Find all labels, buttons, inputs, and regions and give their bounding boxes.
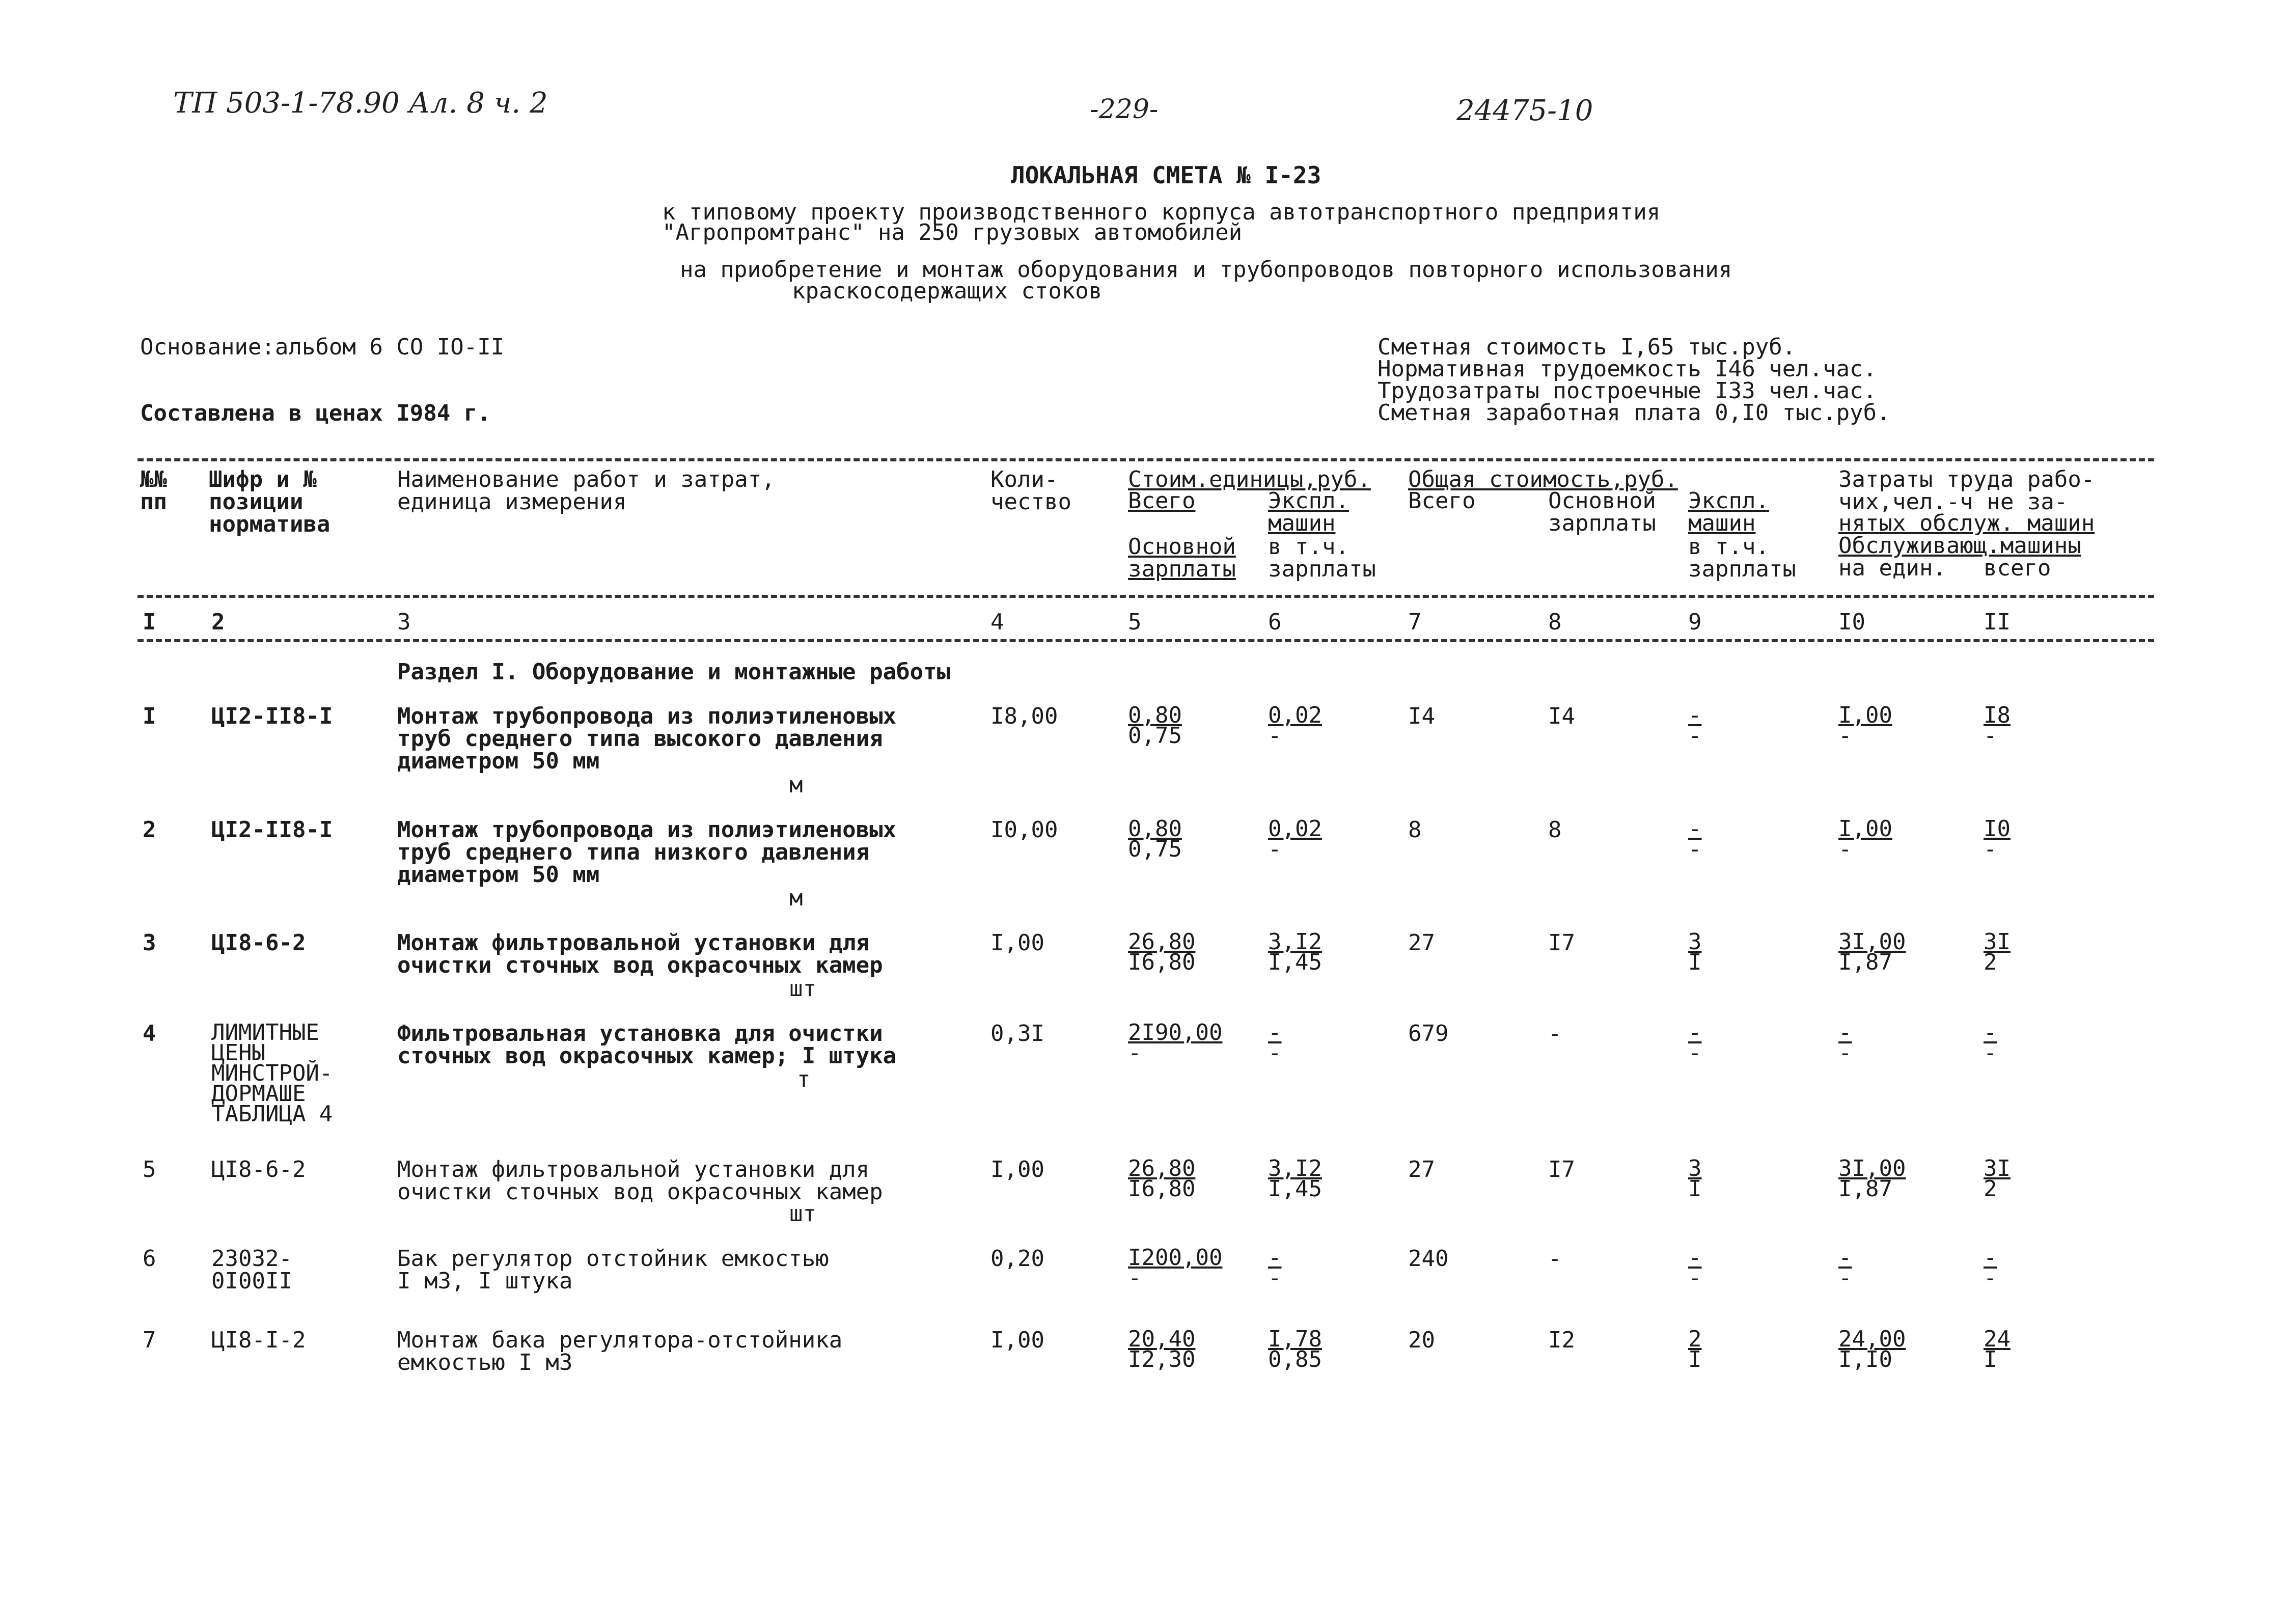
unit-machine-wages: 0,85 (1268, 1346, 1322, 1372)
unit-wages: I6,80 (1128, 949, 1196, 975)
row-name: Монтаж трубопровода из полиэтиленовых труб среднего типа высокого давления диаметром 50 мм (397, 703, 897, 774)
labor-per-unit: I,00 (1838, 702, 1892, 728)
labor-total-serving: - (1984, 723, 1997, 749)
col-heading-total: Всего (1408, 488, 1476, 514)
row-total: 240 (1408, 1246, 1449, 1272)
unit-machine-wages: I,45 (1268, 1176, 1322, 1202)
column-number: 2 (211, 609, 225, 635)
row-unit-cost (1128, 816, 1182, 862)
total-machine-wages: I (1688, 949, 1702, 975)
document-code: ТП 503-1-78.90 Ал. 8 ч. 2 (173, 87, 548, 120)
estimated-cost: Сметная стоимость I,65 тыс.руб. (1378, 334, 1796, 360)
col-heading-per-unit: на един. (1838, 555, 1946, 581)
labor-per-unit: 3I,00 (1838, 929, 1906, 955)
column-number: 5 (1128, 609, 1142, 635)
row-unit-machines (1268, 816, 1322, 862)
row-total-wages: 8 (1548, 817, 1562, 843)
row-unit: м (789, 772, 803, 798)
row-unit-cost (1128, 1245, 1223, 1291)
row-number: 3 (143, 930, 156, 956)
row-code: ЛИМИТНЫЕ ЦЕНЫ МИНСТРОЙ- ДОРМАШЕ ТАБЛИЦА 4 (211, 1020, 333, 1127)
labor-total-serving: I (1984, 1346, 1997, 1372)
col-heading-total-cost: Общая стоимость,руб. (1408, 466, 1678, 492)
unit-total: 26,80 (1128, 1155, 1196, 1181)
title-line-3: на приобретение и монтаж оборудования и трубопроводов повторного использования (680, 257, 1732, 283)
labor-total-serving: - (1984, 1265, 1997, 1291)
row-quantity: I8,00 (990, 703, 1058, 729)
row-total-machines (1688, 1155, 1702, 1202)
total-machines: - (1688, 1245, 1702, 1271)
column-number: II (1984, 609, 2011, 635)
row-total-wages: I2 (1548, 1327, 1575, 1353)
col-heading-quantity: Коли- чество (990, 466, 1071, 515)
row-unit: м (789, 885, 803, 911)
col-heading-unit-wages: Основной зарплаты (1128, 534, 1236, 582)
unit-machines: 3,I2 (1268, 929, 1322, 955)
unit-machines: 0,02 (1268, 702, 1322, 728)
col-heading-labor-serving: Обслуживающ.машины (1838, 533, 2081, 559)
unit-wages: - (1128, 1040, 1142, 1066)
col-heading-labor-workers: Затраты труда рабо- чих,чел.-ч не за- (1838, 466, 2095, 515)
table-top-rule (137, 458, 2154, 461)
row-name: Фильтровальная установка для очистки сточных вод окрасочных камер; I штука (397, 1021, 897, 1069)
normative-labor: Нормативная трудоемкость I46 чел.час. (1378, 356, 1877, 382)
row-name: Монтаж фильтровальной установки для очистки сточных вод окрасочных камер (397, 930, 883, 978)
row-labor-per-unit (1838, 1155, 1906, 1202)
labor-total-serving: - (1984, 836, 1997, 862)
col-heading-unit-cost: Стоим.единицы,руб. (1128, 466, 1371, 492)
row-labor-total (1984, 929, 2011, 975)
total-machine-wages: - (1688, 836, 1702, 862)
row-unit: шт (789, 1201, 816, 1227)
row-labor-per-unit (1838, 1245, 1852, 1291)
row-name: Монтаж фильтровальной установки для очистки сточных вод окрасочных камер (397, 1157, 883, 1205)
labor-per-unit: - (1838, 1245, 1852, 1271)
labor-total-serving: 2 (1984, 1176, 1997, 1202)
column-number: 3 (397, 609, 411, 635)
title-line-4: краскосодержащих стоков (792, 278, 1103, 304)
labor-total: I8 (1984, 702, 2011, 728)
section-title: Раздел I. Оборудование и монтажные работы (397, 659, 951, 685)
row-unit-cost (1128, 702, 1182, 749)
row-quantity: I,00 (990, 1157, 1044, 1182)
labor-total: - (1984, 1020, 1997, 1045)
title-line-2: "Агропромтранс" на 250 грузовых автомобилей (662, 219, 1243, 245)
unit-wages: - (1128, 1265, 1142, 1291)
row-total-wages: I7 (1548, 1157, 1575, 1182)
row-total: 27 (1408, 930, 1435, 956)
labor-total: 3I (1984, 1155, 2011, 1181)
row-quantity: 0,20 (990, 1246, 1044, 1272)
row-code: ЦI8-6-2 (211, 930, 306, 956)
unit-machines: - (1268, 1245, 1282, 1271)
unit-machines: I,78 (1268, 1326, 1322, 1352)
row-unit-machines (1268, 702, 1322, 749)
inventory-number: 24475-10 (1456, 94, 1593, 127)
col-heading-all: всего (1984, 555, 2051, 581)
col-heading-total-wages: Основной зарплаты (1548, 488, 1656, 536)
row-labor-per-unit (1838, 1326, 1906, 1372)
prices-text: Составлена в ценах I984 г. (140, 400, 491, 426)
row-unit-machines (1268, 1020, 1282, 1066)
column-number: 8 (1548, 609, 1562, 635)
row-total-machines (1688, 1020, 1702, 1066)
row-number: 2 (143, 817, 156, 843)
unit-total: 26,80 (1128, 929, 1196, 955)
col-heading-unit-machine-wages: в т.ч. зарплаты (1268, 534, 1376, 582)
row-number: 6 (143, 1246, 156, 1272)
row-unit-machines (1268, 1245, 1282, 1291)
unit-total: 20,40 (1128, 1326, 1196, 1352)
row-number: I (143, 703, 156, 729)
labor-total: 3I (1984, 929, 2011, 955)
total-machine-wages: I (1688, 1176, 1702, 1202)
row-unit-machines (1268, 929, 1322, 975)
column-number: 4 (990, 609, 1004, 635)
col-heading-labor-free: нятых обслуж. машин (1838, 510, 2095, 536)
labor-per-unit: 3I,00 (1838, 1155, 1906, 1181)
row-quantity: 0,3I (990, 1021, 1044, 1047)
row-total-machines (1688, 702, 1702, 749)
labor-per-unit-serving: - (1838, 1040, 1852, 1066)
row-total: 20 (1408, 1327, 1435, 1353)
col-heading-total-machine-wages: в т.ч. зарплаты (1688, 534, 1796, 582)
row-labor-per-unit (1838, 702, 1892, 749)
unit-total: 0,80 (1128, 702, 1182, 728)
row-total-wages: I7 (1548, 930, 1575, 956)
column-numbers-rule (137, 639, 2154, 642)
column-number: 7 (1408, 609, 1422, 635)
page-number: -229- (1090, 94, 1159, 125)
labor-per-unit-serving: I,I0 (1838, 1346, 1892, 1372)
total-machine-wages: - (1688, 1040, 1702, 1066)
unit-machine-wages: - (1268, 1265, 1282, 1291)
labor-total: - (1984, 1245, 1997, 1271)
labor-total: 24 (1984, 1326, 2011, 1352)
unit-total: I200,00 (1128, 1245, 1223, 1271)
basis-text: Основание:альбом 6 СО IO-II (140, 334, 505, 360)
row-unit: шт (789, 976, 816, 1002)
row-labor-per-unit (1838, 816, 1892, 862)
labor-per-unit: I,00 (1838, 816, 1892, 842)
row-total-machines (1688, 1245, 1702, 1291)
unit-wages: I6,80 (1128, 1176, 1196, 1202)
header-bottom-rule (137, 595, 2154, 598)
unit-wages: 0,75 (1128, 836, 1182, 862)
labor-per-unit-serving: - (1838, 723, 1852, 749)
labor-total-serving: - (1984, 1040, 1997, 1066)
total-machines: - (1688, 816, 1702, 842)
row-unit-machines (1268, 1155, 1322, 1202)
unit-machine-wages: - (1268, 836, 1282, 862)
column-number: I (143, 609, 156, 635)
row-number: 5 (143, 1157, 156, 1182)
total-machines: 3 (1688, 1155, 1702, 1181)
row-code: ЦI8-6-2 (211, 1157, 306, 1182)
unit-machines: 0,02 (1268, 816, 1322, 842)
col-heading-unit-machines: Экспл. машин (1268, 488, 1349, 536)
col-heading-name: Наименование работ и затрат, единица измерения (397, 466, 775, 515)
row-labor-total (1984, 702, 2011, 749)
unit-machines: 3,I2 (1268, 1155, 1322, 1181)
row-labor-per-unit (1838, 1020, 1852, 1066)
row-unit-cost (1128, 1326, 1196, 1372)
row-labor-per-unit (1838, 929, 1906, 975)
row-labor-total (1984, 1326, 2011, 1372)
total-machines: - (1688, 1020, 1702, 1045)
labor-per-unit-serving: - (1838, 1265, 1852, 1291)
row-quantity: I,00 (990, 930, 1044, 956)
row-code: ЦI8-I-2 (211, 1327, 306, 1353)
page-title: ЛОКАЛЬНАЯ СМЕТА № I-23 (1011, 161, 1322, 189)
row-code: ЦI2-II8-I (211, 703, 333, 729)
row-unit-machines (1268, 1326, 1322, 1372)
row-unit-cost (1128, 1155, 1196, 1202)
unit-machine-wages: - (1268, 1040, 1282, 1066)
total-machines: - (1688, 702, 1702, 728)
row-name: Бак регулятор отстойник емкостью I м3, I штука (397, 1246, 829, 1294)
unit-machine-wages: I,45 (1268, 949, 1322, 975)
labor-per-unit: - (1838, 1020, 1852, 1045)
row-labor-total (1984, 816, 2011, 862)
labor-total-serving: 2 (1984, 949, 1997, 975)
row-unit: т (797, 1066, 811, 1092)
row-code: 23032- 0I00II (211, 1246, 292, 1294)
total-machine-wages: I (1688, 1346, 1702, 1372)
col-heading-number: №№ пп (140, 466, 167, 515)
total-machine-wages: - (1688, 1265, 1702, 1291)
row-total-machines (1688, 1326, 1702, 1372)
row-total-wages: I4 (1548, 703, 1575, 729)
unit-machines: - (1268, 1020, 1282, 1045)
row-total: 27 (1408, 1157, 1435, 1182)
row-labor-total (1984, 1245, 1997, 1291)
total-machine-wages: - (1688, 723, 1702, 749)
col-heading-unit-total: Всего (1128, 488, 1196, 514)
labor-per-unit: 24,00 (1838, 1326, 1906, 1352)
site-labor: Трудозатраты построечные I33 чел.час. (1378, 378, 1877, 404)
row-quantity: I,00 (990, 1327, 1044, 1353)
column-number: 9 (1688, 609, 1702, 635)
unit-total: 0,80 (1128, 816, 1182, 842)
total-machines: 2 (1688, 1326, 1702, 1352)
row-unit-cost (1128, 929, 1196, 975)
labor-total: I0 (1984, 816, 2011, 842)
unit-total: 2I90,00 (1128, 1020, 1223, 1045)
col-heading-total-machines: Экспл. машин (1688, 488, 1769, 536)
row-labor-total (1984, 1155, 2011, 1202)
row-total-machines (1688, 816, 1702, 862)
row-total-wages: - (1548, 1021, 1562, 1047)
unit-wages: 0,75 (1128, 723, 1182, 749)
row-code: ЦI2-II8-I (211, 817, 333, 843)
unit-wages: I2,30 (1128, 1346, 1196, 1372)
col-heading-code: Шифр и № позиции норматива (209, 466, 331, 537)
row-name: Монтаж трубопровода из полиэтиленовых труб среднего типа низкого давления диаметром 50 мм (397, 817, 897, 888)
column-number: I0 (1838, 609, 1865, 635)
row-total-machines (1688, 929, 1702, 975)
row-name: Монтаж бака регулятора-отстойника емкостью I м3 (397, 1327, 843, 1375)
row-total: I4 (1408, 703, 1435, 729)
unit-machine-wages: - (1268, 723, 1282, 749)
total-machines: 3 (1688, 929, 1702, 955)
title-line-1: к типовому проекту производственного корпуса автотранспортного предприятия (662, 199, 1661, 225)
row-total: 8 (1408, 817, 1422, 843)
row-labor-total (1984, 1020, 1997, 1066)
row-number: 7 (143, 1327, 156, 1353)
labor-per-unit-serving: I,87 (1838, 949, 1892, 975)
labor-per-unit-serving: I,87 (1838, 1176, 1892, 1202)
row-number: 4 (143, 1021, 156, 1047)
row-total-wages: - (1548, 1246, 1562, 1272)
estimated-wages: Сметная заработная плата 0,I0 тыс.руб. (1378, 400, 1890, 426)
labor-per-unit-serving: - (1838, 836, 1852, 862)
column-number: 6 (1268, 609, 1282, 635)
row-quantity: I0,00 (990, 817, 1058, 843)
row-unit-cost (1128, 1020, 1223, 1066)
row-total: 679 (1408, 1021, 1449, 1047)
